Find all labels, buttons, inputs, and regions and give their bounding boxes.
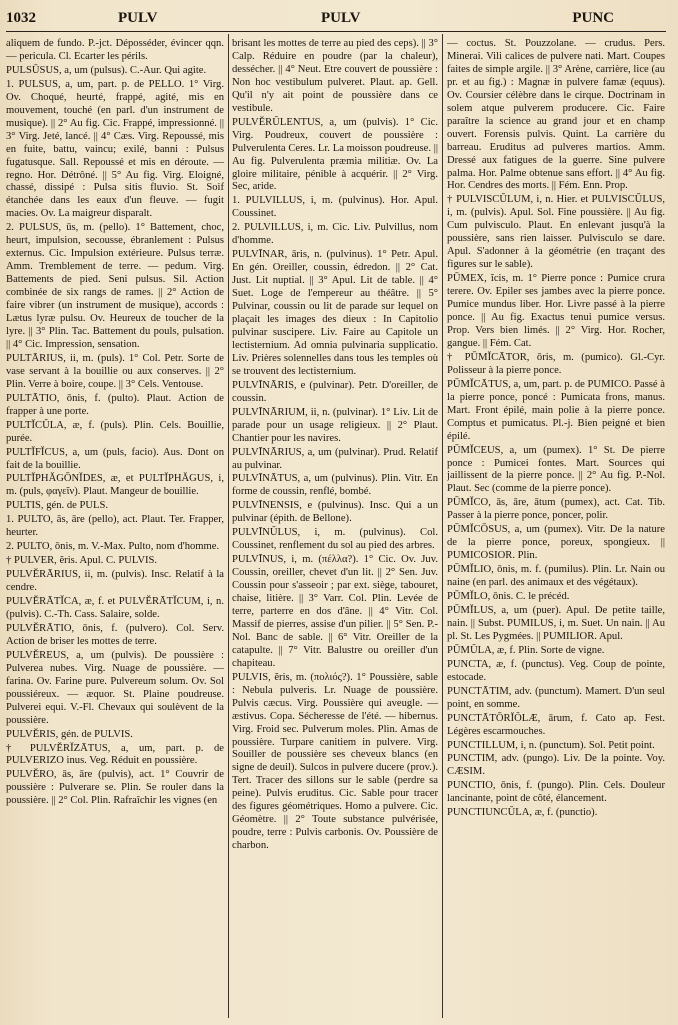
dictionary-entry: PULTĀTIO, ōnis, f. (pulto). Plaut. Action de frapper à une porte. xyxy=(6,392,224,417)
dictionary-entry: PULVĪNĀTUS, a, um (pulvinus). Plin. Vitr. En forme de coussin, renflé, bombé. xyxy=(232,473,438,498)
dictionary-entry: PULTIS, gén. de PULS. xyxy=(6,500,109,512)
dictionary-entry: PULVĪNĀRIUS, a, um (pulvinar). Prud. Relatif au pulvinar. xyxy=(232,446,438,471)
dictionary-entry: † PULVER, ĕris. Apul. C. PULVIS. xyxy=(6,555,158,567)
column-middle xyxy=(232,38,438,1018)
header-center-word: PULV xyxy=(321,10,361,26)
dictionary-entry: PULVĔRŬLENTUS, a, um (pulvis). 1° Cic. Virg. Poudreux, couvert de poussière : Pulverulenta Ceres. Lr. La moisson poudreuse. || Au fig. Pulverulenta præmia militiæ. Ov. La gloire militaire, pénible à acquérir. || 2° Virg. Sec, aride. xyxy=(232,116,438,193)
dictionary-entry: PULVĔREUS, a, um (pulvis). De poussière : Pulverea nubes. Virg. Nuage de poussière. — farina. Ov. Farine pure. Pulvereum solum. Ov. Sol poussiéreux. — æquor. St. Plaine poudreuse. Pulverei equi. V.-Fl. Chevaux qui soulèvent de la poussière. xyxy=(6,649,224,726)
page-header xyxy=(6,10,664,32)
column-left xyxy=(6,38,224,1018)
dictionary-entry: PUNCTĀTIM, adv. (punctum). Mamert. D'un seul point, en somme. xyxy=(447,685,665,710)
dictionary-entry: PŪMEX, ĭcis, m. 1° Pierre ponce : Pumice crura terere. Ov. Epiler ses jambes avec la pierre ponce. Pumice mundus liber. Hor. Livre passé à la pierre ponce. || Au fig. Exactus tenui pumice versus. Prop. Vers bien limés. || 2° Virg. Hor. Rocher, gangue. || Fém. Cat. xyxy=(447,273,665,349)
dictionary-entry: 2. PULTO, ōnis, m. V.-Max. Pulto, nom d'homme. xyxy=(6,541,220,553)
dictionary-entry: PULTĬCŬLA, æ, f. (puls). Plin. Cels. Bouillie, purée. xyxy=(6,419,224,444)
dictionary-entry: PŪMĬCO, ās, āre, ātum (pumex), act. Cat. Tib. Passer à la pierre ponce, poncer, polir. xyxy=(447,497,665,522)
header-right-word: PUNC xyxy=(572,10,614,26)
dictionary-entry: brisant les mottes de terre au pied des ceps). || 3° Calp. Réduire en poudre (par la chaleur), dessécher. || 4° Neut. Etre couvert de poussière : Non hoc vestibulum pulveret. Plaut. ap. Gell. Qu'il n'y ait point de poussière dans ce vestibule. xyxy=(232,38,438,114)
dictionary-entry: PULTĬFĬCUS, a, um (puls, facio). Aus. Dont on fait de la bouillie. xyxy=(6,446,224,471)
dictionary-entry: 2. PULSUS, ūs, m. (pello). 1° Battement, choc, heurt, impulsion, secousse, ébranlement : Pulsus externus. Cic. Impulsion extérieure. Pulsus terræ. Amm. Tremblement de terre. — pedum. Virg. Battements de pied. Seni pulsus. Sil. Action combinée de six rangs de rames. || 2° Action de faire vibrer (un instrument de musique), accords : Lætus lyræ pulsu. Ov. Heureux de toucher de la lyre. || 3° Plin. Tac. Battement du pouls, pulsation. || 4° Cic. Impression, sensation. xyxy=(6,222,224,350)
dictionary-entry: 1. PULSUS, a, um, part. p. de PELLO. 1° Virg. Ov. Choqué, heurté, frappé, agité, mis en mouvement, touché (en parl. d'un instrument de musique). || 2° Au fig. Cic. Frappé, impressionné. || 3° Virg. Jeté, lancé. || 4° Cæs. Virg. Repoussé, mis en fuite, battu, vaincu; exilé, banni : Pulsus fugatusque. Sall. Repoussé et mis en déroute. — regno. Hor. Détrôné. || 5° Au fig. Virg. Eloigné, chassé, dissipé : Pulsa sitis fluvio. St. Soif étanchée dans les eaux d'un fleuve. — fugit macies. Ov. La maigreur disparalt. xyxy=(6,78,224,220)
dictionary-entry: PULVĪNENSIS, e (pulvinus). Insc. Qui a un pulvinar (épith. de Bellone). xyxy=(232,500,438,525)
dictionary-entry: PUNCTA, æ, f. (punctus). Veg. Coup de pointe, estocade. xyxy=(447,658,665,683)
dictionary-entry: PULVĔRIS, gén. de PULVIS. xyxy=(6,728,133,740)
dictionary-entry: PŪMĬCŌSUS, a, um (pumex). Vitr. De la nature de la pierre ponce, poreux, spongieux. || PUMICOSIOR. Plin. xyxy=(447,524,665,562)
header-left-word: PULV xyxy=(118,10,158,26)
dictionary-entry: PUNCTIO, ōnis, f. (pungo). Plin. Cels. Douleur lancinante, point de côté, élancement. xyxy=(447,780,665,805)
dictionary-entry: 2. PULVILLUS, i, m. Cic. Liv. Pulvillus, nom d'homme. xyxy=(232,222,438,247)
dictionary-entry: † PULVĔRĬZĀTUS, a, um, part. p. de PULVERIZO inus. Veg. Réduit en poussière. xyxy=(6,742,224,767)
dictionary-entry: PULVIS, ĕris, m. (πολιός?). 1° Poussière, sable : Nebula pulveris. Lr. Nuage de poussière. Pulvis cæcus. Virg. Poussière qui aveugle. — æstivus. Copa. Sécheresse de l'été. — hibernus. Virg. Froid sec. Pulverum moles. Plin. Amas de poussière. Turpare canitiem in pulvere. Virg. Souiller de poussière ses cheveux blancs (en signe de deuil). Sulcos in pulvere ducere (prov.). Tert. Tracer des sillons sur le sable (perdre sa peine). Pulvis eruditus. Cic. Sable pour tracer des figures géométriques. Homo a pulvere. Cic. Géomètre. || 2° Toute substance pulvérisée, poudre, terre : Pulvis carbonis. Ov. Poussière de charbon. xyxy=(232,671,438,852)
dictionary-entry: PULSŪSUS, a, um (pulsus). C.-Aur. Qui agite. xyxy=(6,64,207,76)
column-divider xyxy=(442,34,443,1018)
dictionary-entry: PULVĔRĀTĬCA, æ, f. et PULVĔRĀTĬCUM, i, n. (pulvis). C.-Th. Cass. Salaire, solde. xyxy=(6,596,224,620)
dictionary-entry: PŪMĬCĀTUS, a, um, part. p. de PUMICO. Passé à la pierre ponce, poncé : Pumicata frons, manus. Mart. Front épilé, main polie à la pierre ponce. Comptus et pumicatus. Pl.-j. Bien peigné et bien épilé. xyxy=(447,378,665,442)
dictionary-entry: PŪMĬCEUS, a, um (pumex). 1° St. De pierre ponce : Pumicei fontes. Mart. Sources qui jaillissent de la pierre ponce. || 2° Au fig. P.-Nol. Plaut. Sec (comme de la pierre ponce). xyxy=(447,444,665,495)
dictionary-entry: 1. PULTO, ās, āre (pello), act. Plaut. Ter. Frapper, heurter. xyxy=(6,514,224,539)
dictionary-entry: PUNCTĀTŌRĬŎLÆ, ārum, f. Cato ap. Fest. Légères escarmouches. xyxy=(447,712,665,737)
header-rule xyxy=(6,31,666,32)
dictionary-entry: PULVĪNUS, i, m. (πέλλα?). 1° Cic. Ov. Juv. Coussin, oreiller, chevet d'un lit. || 2° Sen. Juv. Coussin pour s'asseoir ; par ext. siège, tabouret, chaise, litière. || 3° Varr. Col. Plin. Levée de terre, parterre en dos d'âne. || 4° Vitr. Col. Massif de pierres, assise d'un pilier. || 5° Sen. P.-Nol. Banc de sable. || 6° Vitr. Oreiller de la catapulte. || 7° Vitr. Balustre ou oreiller d'un chapiteau. xyxy=(232,554,438,669)
dictionary-entry: PULTĀRIUS, ii, m. (puls). 1° Col. Petr. Sorte de vase servant à la bouillie ou aux conserves. || 2° Plin. Verre à boire, coupe. || 3° Cels. Ventouse. xyxy=(6,352,224,390)
dictionary-entry: PŪMĬLO, ōnis. C. le précéd. xyxy=(447,591,570,603)
dictionary-entry: PULVĪNAR, āris, n. (pulvinus). 1° Petr. Apul. En gén. Oreiller, coussin, édredon. || 2° Cat. Just. Lit nuptial. || 3° Apul. Lit de table. || 4° Suet. Loge de l'empereur au théâtre. || 5° Pulvinar, coussin ou lit de parade sur lequel on plaçait les images des dieux : In Capitolio pulvinar suscipere. Liv. Faire au Capitole un lectisternium. Ad omnia pulvinaria supplicatio. Liv. Prières solennelles dans tous les temples où se trouvent des lectisternium. xyxy=(232,249,438,377)
dictionary-entry: PULVĪNĀRIUM, ii, n. (pulvinar). 1° Liv. Lit de parade pour un usage religieux. || 2° Plaut. Chantier pour les navires. xyxy=(232,406,438,444)
column-right xyxy=(447,38,665,1018)
column-divider xyxy=(228,34,229,1018)
dictionary-entry: PULVĪNŬLUS, i, m. (pulvinus). Col. Coussinet, renflement du sol au pied des arbres. xyxy=(232,527,438,552)
dictionary-entry: — coctus. St. Pouzzolane. — crudus. Pers. Minerai. Vili calices de pulvere nati. Mart. Coupes faites de simple argile. || 3° Arène, carrière, lice (au pr. et au fig.) : Magnæ in pulvere famæ (equus). Ov. Coursier célèbre dans le cirque. Doctrinam in solem atque pulverem producere. Cic. Faire paraître la science au grand jour et en champ ouvert. Forensis pulvis. Quint. La carrière du barreau. Eruditus ad pulveres martios. Amm. Dressé aux fatigues de la guerre. Sine pulvere palma. Hor. Palme obtenue sans effort. || 4° Au fig. Hor. Cendres des morts. || Fém. Enn. Prop. xyxy=(447,38,665,192)
dictionary-entry: † PŪMĬCĀTOR, ōris, m. (pumico). Gl.-Cyr. Polisseur à la pierre ponce. xyxy=(447,351,665,376)
dictionary-entry: PULTĬPHĂGŌNĬDES, æ, et PULTĬPHĂGUS, i, m. (puls, φαγεῖν). Plaut. Mangeur de bouillie. xyxy=(6,473,224,498)
dictionary-entry: PUNCTILLUM, i, n. (punctum). Sol. Petit point. xyxy=(447,739,655,751)
dictionary-entry: aliquem de fundo. P.-jct. Déposséder, évincer qqn. — pericula. Cl. Ecarter les périls. xyxy=(6,38,224,62)
dictionary-entry: PULVĔRĀRIUS, ii, m. (pulvis). Insc. Relatif à la cendre. xyxy=(6,569,224,594)
dictionary-entry: PULVĪNĀRIS, e (pulvinar). Petr. D'oreiller, de coussin. xyxy=(232,379,438,404)
page-number: 1032 xyxy=(6,10,36,26)
dictionary-entry: PŪMŬLA, æ, f. Plin. Sorte de vigne. xyxy=(447,644,605,656)
dictionary-entry: PULVĔRO, ās, āre (pulvis), act. 1° Couvrir de poussière : Pulverare se. Plin. Se rouler dans la poussière. || 2° Col. Plin. Rafraîchir les vignes (en xyxy=(6,769,224,807)
dictionary-entry: PUNCTIM, adv. (pungo). Liv. De la pointe. Voy. CÆSIM. xyxy=(447,753,665,778)
dictionary-entry: PŪMĬLIO, ōnis, m. f. (pumilus). Plin. Lr. Nain ou naine (en parl. des animaux et des végétaux). xyxy=(447,564,665,589)
dictionary-entry: † PULVISCŬLUM, i, n. Hier. et PULVISCŬLUS, i, m. (pulvis). Apul. Sol. Fine poussière. || Au fig. Cum pulvisculo. Plaut. En enlevant jusqu'à la poussière, sans rien laisser. Pulvisculo se dare. Apul. S'adonner à la géométrie (en traçant des figures sur le sable). xyxy=(447,194,665,271)
dictionary-entry: PULVĔRĀTIO, ōnis, f. (pulvero). Col. Serv. Action de briser les mottes de terre. xyxy=(6,622,224,647)
dictionary-entry: PUNCTIUNCŬLA, æ, f. (punctio). xyxy=(447,807,598,819)
dictionary-entry: PŪMĬLUS, a, um (puer). Apul. De petite taille, nain. || Subst. PUMILUS, i, m. Suet. Un nain. || Au pl. St. Les Pygmées. || PUMILIOR. Apul. xyxy=(447,604,665,642)
dictionary-entry: 1. PULVILLUS, i, m. (pulvinus). Hor. Apul. Coussinet. xyxy=(232,195,438,220)
